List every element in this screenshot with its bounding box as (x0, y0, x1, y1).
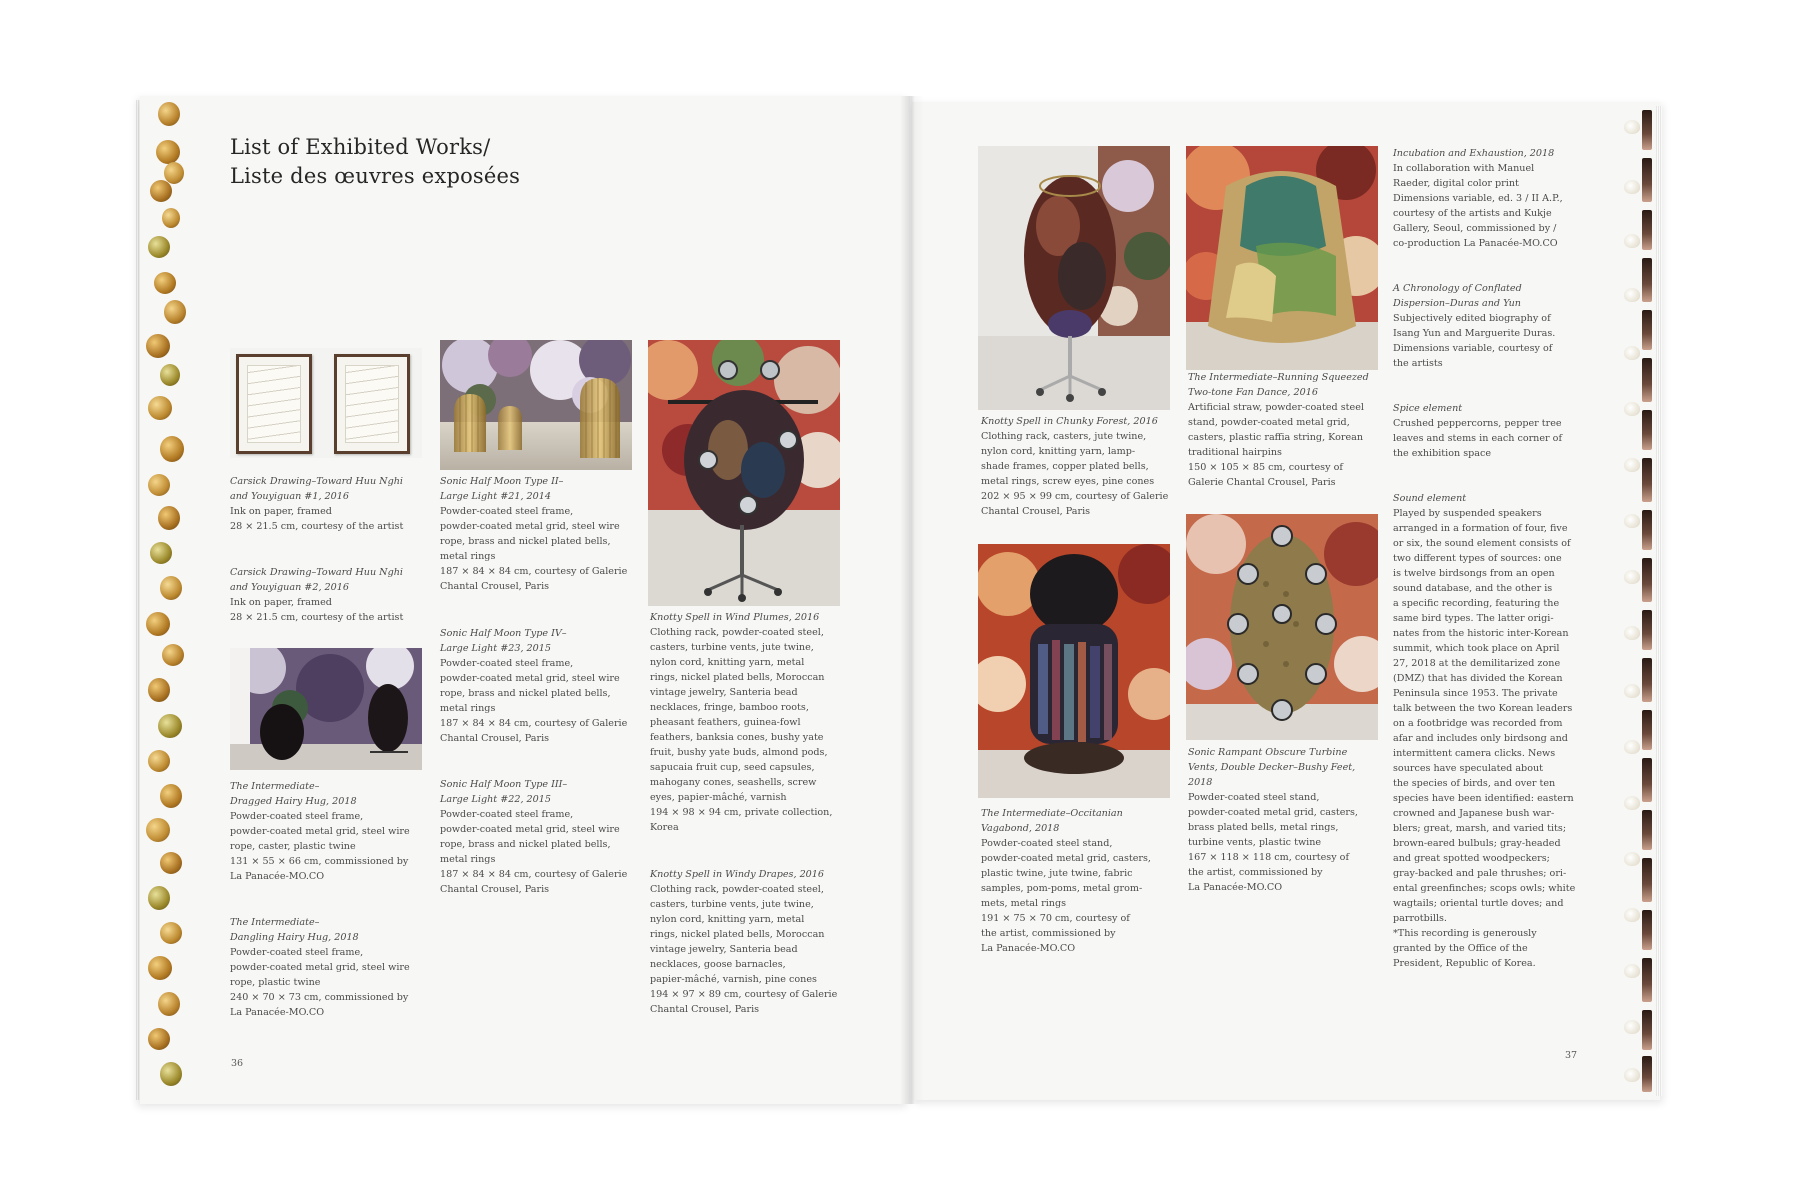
gourd-icon (148, 886, 170, 910)
title-french: Liste des œuvres exposées (230, 164, 521, 188)
work-detail: Clothing rack, powder-coated steel, (650, 627, 824, 638)
work-title: Sonic Half Moon Type II– (440, 476, 564, 487)
garlic-icon (1624, 180, 1640, 194)
work-detail: vintage jewelry, Santeria bead (650, 944, 798, 955)
work-detail: nylon cord, knitting yarn, metal (650, 657, 805, 668)
photo-carsick-drawings (230, 348, 422, 458)
work-detail: 240 × 70 × 73 cm, commissioned by (230, 992, 409, 1003)
gourd-icon (148, 1028, 170, 1050)
rod-icon (1642, 1056, 1652, 1092)
page-number-left: 36 (231, 1058, 244, 1069)
gourd-icon (164, 300, 186, 324)
garlic-icon (1624, 402, 1640, 416)
work-detail: two different types of sources: one (1393, 553, 1562, 564)
work-detail: casters, turbine vents, jute twine, (650, 899, 814, 910)
work-entry-sonic-half-moon-iv (440, 626, 627, 746)
garlic-icon (1624, 514, 1640, 528)
work-detail: metal rings (440, 703, 496, 714)
garlic-icon (1624, 740, 1640, 754)
left-margin-gourd-strip (140, 96, 188, 1104)
work-detail: Clothing rack, casters, jute twine, (981, 431, 1147, 442)
work-detail: 202 × 95 × 99 cm, courtesy of Galerie (981, 491, 1169, 502)
work-detail: pheasant feathers, guinea-fowl (650, 717, 801, 728)
work-detail: sources have speculated about (1393, 763, 1544, 774)
gourd-icon (148, 396, 172, 420)
work-entry-sound-element (1393, 491, 1575, 971)
work-entry-carsick-1 (230, 474, 403, 534)
work-title: Sonic Half Moon Type IV– (440, 628, 567, 639)
work-detail: fruit, bushy yate buds, almond pods, (650, 747, 828, 758)
gourd-icon (148, 678, 170, 702)
work-detail: nates from the historic inter-Korean (1393, 628, 1569, 639)
work-detail: metal rings (440, 854, 496, 865)
page-number-right: 37 (1565, 1050, 1578, 1061)
work-detail: La Panacée-MO.CO (981, 943, 1076, 954)
work-title: Sound element (1393, 493, 1467, 504)
rod-icon (1642, 910, 1652, 950)
work-detail: rope, plastic twine (230, 977, 321, 988)
work-detail: Artificial straw, powder-coated steel (1188, 402, 1364, 413)
gourd-icon (158, 506, 180, 530)
work-detail: mahogany cones, seashells, screw (650, 777, 817, 788)
work-detail: nylon cord, knitting yarn, lamp- (981, 446, 1136, 457)
work-detail: is twelve birdsongs from an open (1393, 568, 1555, 579)
work-detail: sound database, and the other is (1393, 583, 1553, 594)
gourd-icon (148, 750, 170, 772)
work-detail: leaves and stems in each corner of (1393, 433, 1563, 444)
work-detail: rope, brass and nickel plated bells, (440, 536, 611, 547)
work-detail: feathers, banksia cones, bushy yate (650, 732, 824, 743)
gourd-icon (158, 714, 182, 738)
rod-icon (1642, 458, 1652, 502)
gourd-icon (156, 140, 180, 164)
photo-running-squeezed-fan-dance (1186, 146, 1378, 370)
work-entry-knotty-spell-chunky-forest (981, 414, 1168, 519)
photo-sonic-half-moon-cages (440, 340, 632, 470)
work-detail: traditional hairpins (1188, 447, 1282, 458)
work-title: The Intermediate–Running Squeezed (1188, 372, 1369, 383)
work-detail: 131 × 55 × 66 cm, commissioned by (230, 856, 409, 867)
rod-icon (1642, 410, 1652, 450)
garlic-icon (1624, 1068, 1640, 1082)
rod-icon (1642, 258, 1652, 302)
work-title: and Youyiguan #1, 2016 (230, 491, 349, 502)
framed-drawing-1 (236, 354, 312, 454)
gourd-icon (162, 208, 180, 228)
rod-icon (1642, 110, 1652, 150)
work-title: Vents, Double Decker–Bushy Feet, (1188, 762, 1356, 773)
work-detail: necklaces, fringe, bamboo roots, (650, 702, 809, 713)
work-detail: wagtails; oriental turtle doves; and (1393, 898, 1564, 909)
work-detail: powder-coated metal grid, casters, (981, 853, 1151, 864)
work-detail: eyes, papier-mâché, varnish (650, 792, 787, 803)
work-detail: samples, pom-poms, metal grom- (981, 883, 1143, 894)
rod-icon (1642, 210, 1652, 250)
work-entry-knotty-spell-wind-plumes (650, 610, 832, 835)
title-english: List of Exhibited Works/ (230, 135, 491, 159)
work-detail: ental greenfinches; scops owls; white (1393, 883, 1576, 894)
work-detail: 191 × 75 × 70 cm, courtesy of (981, 913, 1130, 924)
garlic-icon (1624, 908, 1640, 922)
garlic-icon (1624, 458, 1640, 472)
work-entry-sonic-half-moon-ii (440, 474, 627, 594)
work-detail: the artist, commissioned by (981, 928, 1116, 939)
work-detail: the exhibition space (1393, 448, 1492, 459)
work-title: Dragged Hairy Hug, 2018 (230, 796, 357, 807)
work-detail: 28 × 21.5 cm, courtesy of the artist (230, 612, 404, 623)
work-detail: Gallery, Seoul, commissioned by / (1393, 223, 1557, 234)
rod-icon (1642, 758, 1652, 802)
work-detail: Galerie Chantal Crousel, Paris (1188, 477, 1336, 488)
work-title: Dispersion–Duras and Yun (1393, 298, 1521, 309)
work-entry-sonic-half-moon-iii (440, 777, 627, 897)
work-detail: Powder-coated steel frame, (440, 506, 574, 517)
work-detail: on a footbridge was recorded from (1393, 718, 1563, 729)
work-detail: La Panacée-MO.CO (230, 1007, 325, 1018)
work-detail: 150 × 105 × 85 cm, courtesy of (1188, 462, 1343, 473)
work-detail: 27, 2018 at the demilitarized zone (1393, 658, 1561, 669)
work-detail: Clothing rack, powder-coated steel, (650, 884, 824, 895)
gourd-icon (146, 334, 170, 358)
garlic-icon (1624, 120, 1640, 134)
work-detail: powder-coated metal grid, steel wire (440, 824, 620, 835)
work-detail: Dimensions variable, ed. 3 / II A.P., (1393, 193, 1563, 204)
work-detail: Chantal Crousel, Paris (650, 1004, 760, 1015)
work-detail: powder-coated metal grid, steel wire (440, 673, 620, 684)
work-title: Large Light #21, 2014 (440, 491, 551, 502)
work-detail: Chantal Crousel, Paris (440, 581, 550, 592)
gourd-icon (158, 992, 180, 1016)
work-detail: granted by the Office of the (1393, 943, 1528, 954)
right-margin-garlic-strip (1622, 106, 1660, 1096)
gourd-icon (160, 922, 182, 944)
work-detail: Crushed peppercorns, pepper tree (1393, 418, 1562, 429)
gourd-icon (158, 102, 180, 126)
work-detail: courtesy of the artists and Kukje (1393, 208, 1552, 219)
gourd-icon (146, 818, 170, 842)
rod-icon (1642, 610, 1652, 650)
work-title: The Intermediate– (230, 917, 320, 928)
gourd-icon (150, 180, 172, 202)
gourd-icon (150, 542, 172, 564)
garlic-icon (1624, 570, 1640, 584)
work-detail: sapucaia fruit cup, seed capsules, (650, 762, 815, 773)
work-title: Vagabond, 2018 (981, 823, 1060, 834)
work-detail: Powder-coated steel frame, (230, 811, 364, 822)
garlic-icon (1624, 796, 1640, 810)
rod-icon (1642, 1010, 1652, 1050)
garlic-icon (1624, 234, 1640, 248)
work-title: The Intermediate–Occitanian (981, 808, 1123, 819)
rod-icon (1642, 810, 1652, 850)
work-detail: rings, nickel plated bells, Moroccan (650, 672, 825, 683)
work-title: Two-tone Fan Dance, 2016 (1188, 387, 1318, 398)
work-entry-dragged-hairy-hug (230, 779, 410, 884)
work-detail: powder-coated metal grid, steel wire (230, 826, 410, 837)
work-detail: brown-eared bulbuls; gray-headed (1393, 838, 1561, 849)
work-detail: species have been identified: eastern (1393, 793, 1574, 804)
photo-knotty-spell-chunky-forest (978, 146, 1170, 410)
garlic-icon (1624, 964, 1640, 978)
work-detail: powder-coated metal grid, casters, (1188, 807, 1358, 818)
work-title: Carsick Drawing–Toward Huu Nghi (230, 476, 403, 487)
work-detail: the species of birds, and over ten (1393, 778, 1556, 789)
gourd-icon (160, 852, 182, 874)
work-detail: Powder-coated steel frame, (440, 809, 574, 820)
garlic-icon (1624, 852, 1640, 866)
work-detail: nylon cord, knitting yarn, metal (650, 914, 805, 925)
work-detail: Peninsula since 1953. The private (1393, 688, 1558, 699)
work-detail: Raeder, digital color print (1393, 178, 1519, 189)
work-title: Incubation and Exhaustion, 2018 (1393, 148, 1555, 159)
gourd-icon (154, 272, 176, 294)
work-title: Sonic Half Moon Type III– (440, 779, 568, 790)
work-detail: the artist, commissioned by (1188, 867, 1323, 878)
work-detail: brass plated bells, metal rings, (1188, 822, 1339, 833)
photo-occitanian-vagabond (978, 544, 1170, 798)
work-detail: Played by suspended speakers (1393, 508, 1542, 519)
work-detail: necklaces, goose barnacles, (650, 959, 786, 970)
work-detail: 187 × 84 × 84 cm, courtesy of Galerie (440, 718, 628, 729)
gourd-icon (148, 474, 170, 496)
work-title: Large Light #23, 2015 (440, 643, 551, 654)
work-detail: 28 × 21.5 cm, courtesy of the artist (230, 521, 404, 532)
work-detail: rings, nickel plated bells, Moroccan (650, 929, 825, 940)
work-detail: *This recording is generously (1393, 928, 1537, 939)
rod-icon (1642, 958, 1652, 1002)
work-detail: co-production La Panacée-MO.CO (1393, 238, 1558, 249)
work-detail: gray-backed and pale thrushes; ori- (1393, 868, 1567, 879)
garlic-icon (1624, 684, 1640, 698)
work-title: A Chronology of Conflated (1393, 283, 1522, 294)
work-detail: (DMZ) that has divided the Korean (1393, 673, 1563, 684)
work-detail: rope, caster, plastic twine (230, 841, 356, 852)
gourd-icon (160, 576, 182, 600)
framed-drawing-2 (334, 354, 410, 454)
gourd-icon (160, 784, 182, 808)
work-detail: casters, plastic raffia string, Korean (1188, 432, 1364, 443)
work-detail: 187 × 84 × 84 cm, courtesy of Galerie (440, 566, 628, 577)
work-detail: intermittent camera clicks. News (1393, 748, 1556, 759)
rod-icon (1642, 358, 1652, 402)
photo-sonic-rampant-obscure-turbine (1186, 514, 1378, 740)
work-detail: rope, brass and nickel plated bells, (440, 839, 611, 850)
work-detail: Ink on paper, framed (230, 597, 332, 608)
work-detail: La Panacée-MO.CO (230, 871, 325, 882)
garlic-icon (1624, 1020, 1640, 1034)
work-entry-knotty-spell-windy-drapes (650, 867, 837, 1017)
work-detail: metal rings (440, 551, 496, 562)
work-entry-incubation-exhaustion (1393, 146, 1563, 251)
work-title: Carsick Drawing–Toward Huu Nghi (230, 567, 403, 578)
work-title: Spice element (1393, 403, 1463, 414)
gourd-icon (148, 956, 172, 980)
work-detail: 187 × 84 × 84 cm, courtesy of Galerie (440, 869, 628, 880)
work-title: The Intermediate– (230, 781, 320, 792)
work-detail: Chantal Crousel, Paris (981, 506, 1091, 517)
work-detail: arranged in a formation of four, five (1393, 523, 1568, 534)
work-detail: the artists (1393, 358, 1443, 369)
rod-icon (1642, 510, 1652, 550)
rod-icon (1642, 558, 1652, 602)
work-title: Dangling Hairy Hug, 2018 (230, 932, 359, 943)
work-detail: powder-coated metal grid, steel wire (440, 521, 620, 532)
work-detail: In collaboration with Manuel (1393, 163, 1535, 174)
work-detail: crowned and Japanese bush war- (1393, 808, 1555, 819)
work-detail: summit, which took place on April (1393, 643, 1560, 654)
work-detail: 167 × 118 × 118 cm, courtesy of (1188, 852, 1349, 863)
work-entry-carsick-2 (230, 565, 403, 625)
work-detail: President, Republic of Korea. (1393, 958, 1536, 969)
work-detail: Ink on paper, framed (230, 506, 332, 517)
work-entry-chronology-conflated-dispersion (1393, 281, 1555, 371)
work-entry-sonic-rampant-obscure (1188, 745, 1358, 895)
work-detail: powder-coated metal grid, steel wire (230, 962, 410, 973)
work-detail: turbine vents, plastic twine (1188, 837, 1322, 848)
work-detail: La Panacée-MO.CO (1188, 882, 1283, 893)
page-title (230, 133, 520, 191)
gourd-icon (164, 162, 184, 184)
work-detail: 194 × 98 × 94 cm, private collection, (650, 807, 833, 818)
work-detail: rope, brass and nickel plated bells, (440, 688, 611, 699)
work-detail: Korea (650, 822, 679, 833)
work-entry-occitanian-vagabond (981, 806, 1151, 956)
work-detail: blers; great, marsh, and varied tits; (1393, 823, 1567, 834)
photo-dragged-hairy-hug (230, 648, 422, 770)
gourd-icon (160, 436, 184, 462)
rod-icon (1642, 858, 1652, 902)
work-detail: afar and includes only birdsong and (1393, 733, 1568, 744)
work-title: Sonic Rampant Obscure Turbine (1188, 747, 1348, 758)
rod-icon (1642, 658, 1652, 702)
work-title: and Youyiguan #2, 2016 (230, 582, 349, 593)
work-title: Knotty Spell in Chunky Forest, 2016 (981, 416, 1158, 427)
work-title: 2018 (1188, 777, 1213, 788)
work-detail: Subjectively edited biography of (1393, 313, 1551, 324)
work-detail: and great spotted woodpeckers; (1393, 853, 1550, 864)
work-detail: shade frames, copper plated bells, (981, 461, 1149, 472)
gourd-icon (148, 236, 170, 258)
rod-icon (1642, 310, 1652, 350)
work-detail: papier-mâché, varnish, pine cones (650, 974, 817, 985)
gourd-icon (162, 644, 184, 666)
work-detail: Chantal Crousel, Paris (440, 733, 550, 744)
work-detail: a specific recording, featuring the (1393, 598, 1560, 609)
work-title: Knotty Spell in Windy Drapes, 2016 (650, 869, 824, 880)
work-entry-dangling-hairy-hug (230, 915, 410, 1020)
rod-icon (1642, 158, 1652, 202)
work-detail: parrotbills. (1393, 913, 1447, 924)
work-detail: vintage jewelry, Santeria bead (650, 687, 798, 698)
rod-icon (1642, 710, 1652, 750)
gourd-icon (146, 612, 170, 636)
work-detail: or six, the sound element consists of (1393, 538, 1571, 549)
work-entry-spice-element (1393, 401, 1562, 461)
work-detail: 194 × 97 × 89 cm, courtesy of Galerie (650, 989, 838, 1000)
work-title: Knotty Spell in Wind Plumes, 2016 (650, 612, 820, 623)
book-gutter (900, 96, 924, 1104)
garlic-icon (1624, 346, 1640, 360)
work-detail: same bird types. The latter origi- (1393, 613, 1554, 624)
work-title: Large Light #22, 2015 (440, 794, 551, 805)
work-entry-running-squeezed-fan-dance (1188, 370, 1369, 490)
work-detail: plastic twine, jute twine, fabric (981, 868, 1133, 879)
work-detail: Chantal Crousel, Paris (440, 884, 550, 895)
photo-knotty-spell-wind-plumes (648, 340, 840, 606)
work-detail: Isang Yun and Marguerite Duras. (1393, 328, 1556, 339)
work-detail: casters, turbine vents, jute twine, (650, 642, 814, 653)
work-detail: mets, metal rings (981, 898, 1067, 909)
work-detail: metal rings, screw eyes, pine cones (981, 476, 1155, 487)
work-detail: Powder-coated steel stand, (981, 838, 1113, 849)
work-detail: stand, powder-coated metal grid, (1188, 417, 1350, 428)
work-detail: Powder-coated steel stand, (1188, 792, 1320, 803)
work-detail: talk between the two Korean leaders (1393, 703, 1573, 714)
gourd-icon (160, 364, 180, 386)
garlic-icon (1624, 626, 1640, 640)
work-detail: Powder-coated steel frame, (230, 947, 364, 958)
garlic-icon (1624, 288, 1640, 302)
work-detail: Powder-coated steel frame, (440, 658, 574, 669)
gourd-icon (160, 1062, 182, 1086)
work-detail: Dimensions variable, courtesy of (1393, 343, 1553, 354)
